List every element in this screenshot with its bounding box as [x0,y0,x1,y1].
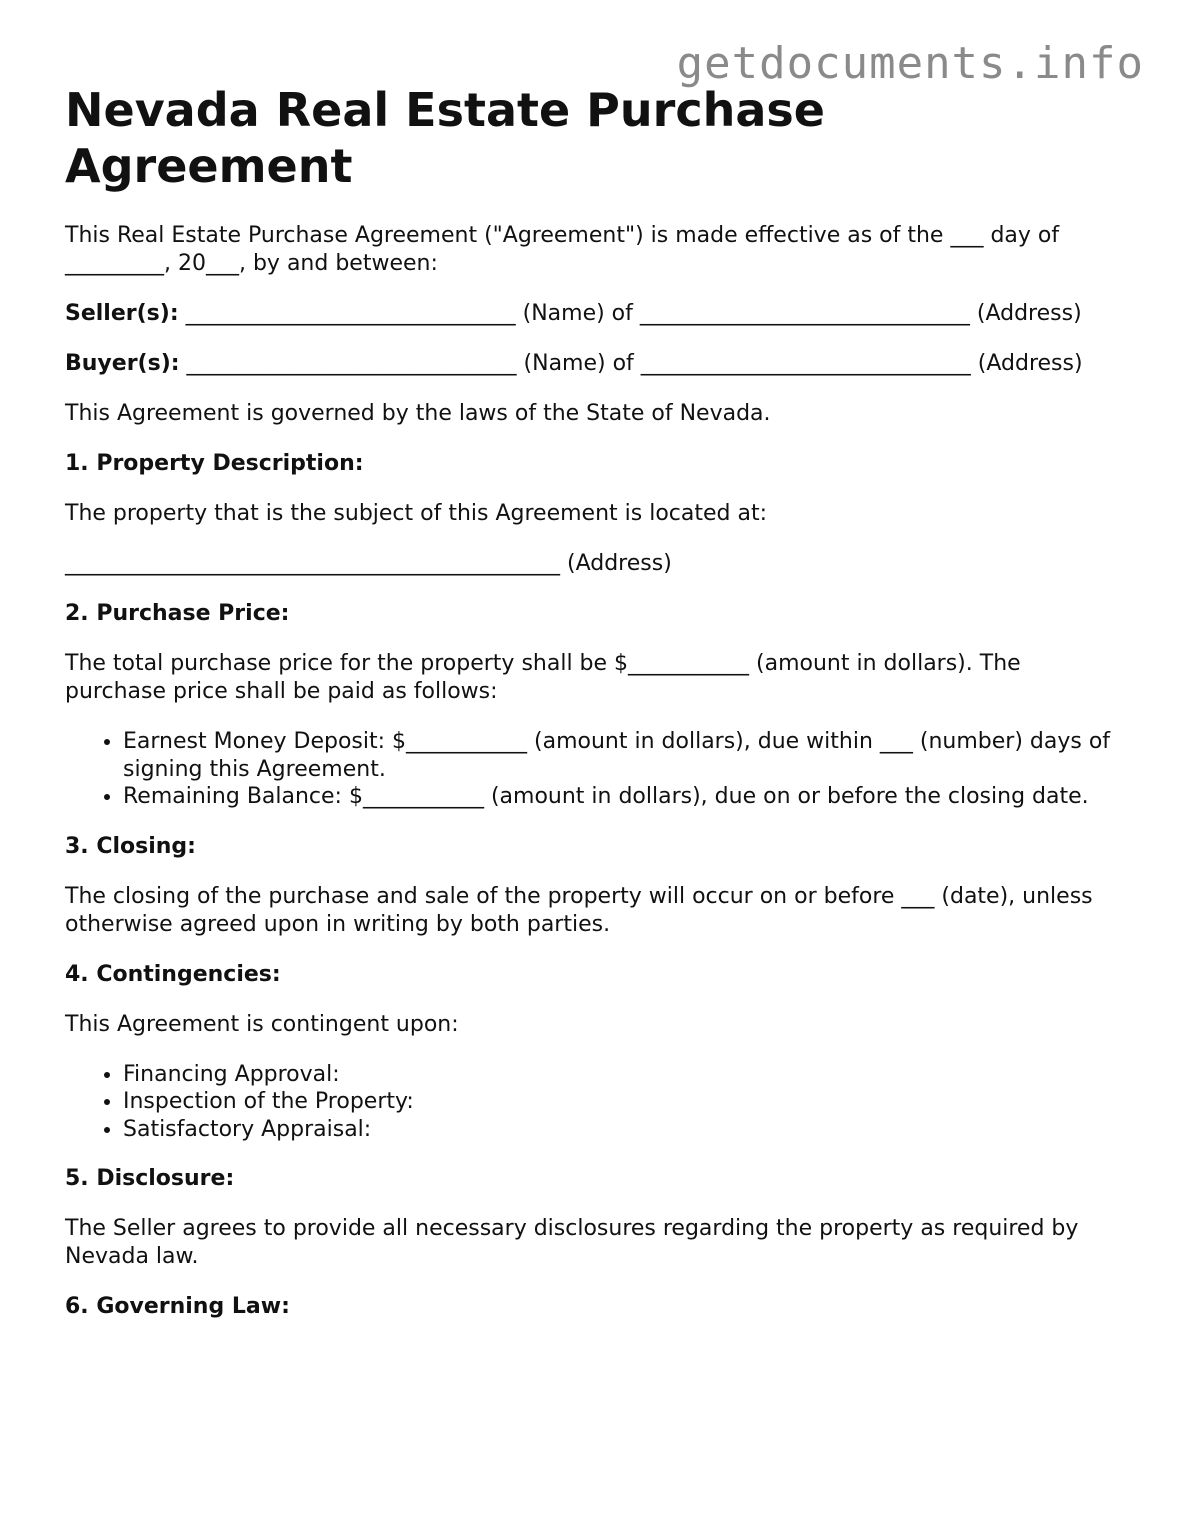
list-item: • Financing Approval: [123,1061,1125,1089]
price-list [65,728,1125,811]
watermark: getdocuments.info [676,38,1144,89]
governed-statement: This Agreement is governed by the laws of the State of Nevada. [65,401,771,426]
property-address-line: _____________________________________________ (Address) [65,551,672,576]
section-heading-contingencies: 4. Contingencies: [65,961,281,987]
buyer-label: Buyer(s): [65,351,180,376]
section-heading-disclosure: 5. Disclosure: [65,1166,235,1191]
buyer-fields: ______________________________ (Name) of ______________________________ (Address) [179,351,1083,376]
seller-line [65,300,1125,328]
closing-text: The closing of the purchase and sale of the property will occur on or before ___ (date), unless otherwise agreed upon in writing by both parties. [65,883,1093,937]
buyer-line [65,350,1125,378]
property-text: The property that is the subject of this Agreement is located at: [65,501,768,526]
section-heading-closing: 3. Closing: [65,833,196,859]
document-body [65,82,1125,1343]
price-text: The total purchase price for the property shall be $___________ (amount in dollars). The purchase price shall be paid as follows: [65,651,1021,704]
section-heading-governing-law: 6. Governing Law: [65,1294,290,1319]
disclosure-text: The Seller agrees to provide all necessary disclosures regarding the property as required by Nevada law. [65,1216,1079,1269]
contingencies-text: This Agreement is contingent upon: [65,1011,459,1037]
seller-label: Seller(s): [65,301,179,326]
list-item: • Satisfactory Appraisal: [123,1116,1125,1144]
seller-fields: ______________________________ (Name) of ______________________________ (Address) [178,301,1082,326]
list-item: • Remaining Balance: $___________ (amount in dollars), due on or before the closing date. [123,783,1125,811]
section-heading-price: 2. Purchase Price: [65,601,290,626]
document-title: Nevada Real Estate Purchase Agreement [65,83,825,193]
list-item: • Inspection of the Property: [123,1088,1125,1116]
section-heading-property: 1. Property Description: [65,451,364,476]
intro-paragraph: This Real Estate Purchase Agreement ("Agreement") is made effective as of the ___ day of _________, 20___, by and between: [65,223,1060,276]
list-item: • Earnest Money Deposit: $___________ (amount in dollars), due within ___ (number) days of signing this Agreement. [123,728,1125,783]
contingencies-list [65,1061,1125,1144]
